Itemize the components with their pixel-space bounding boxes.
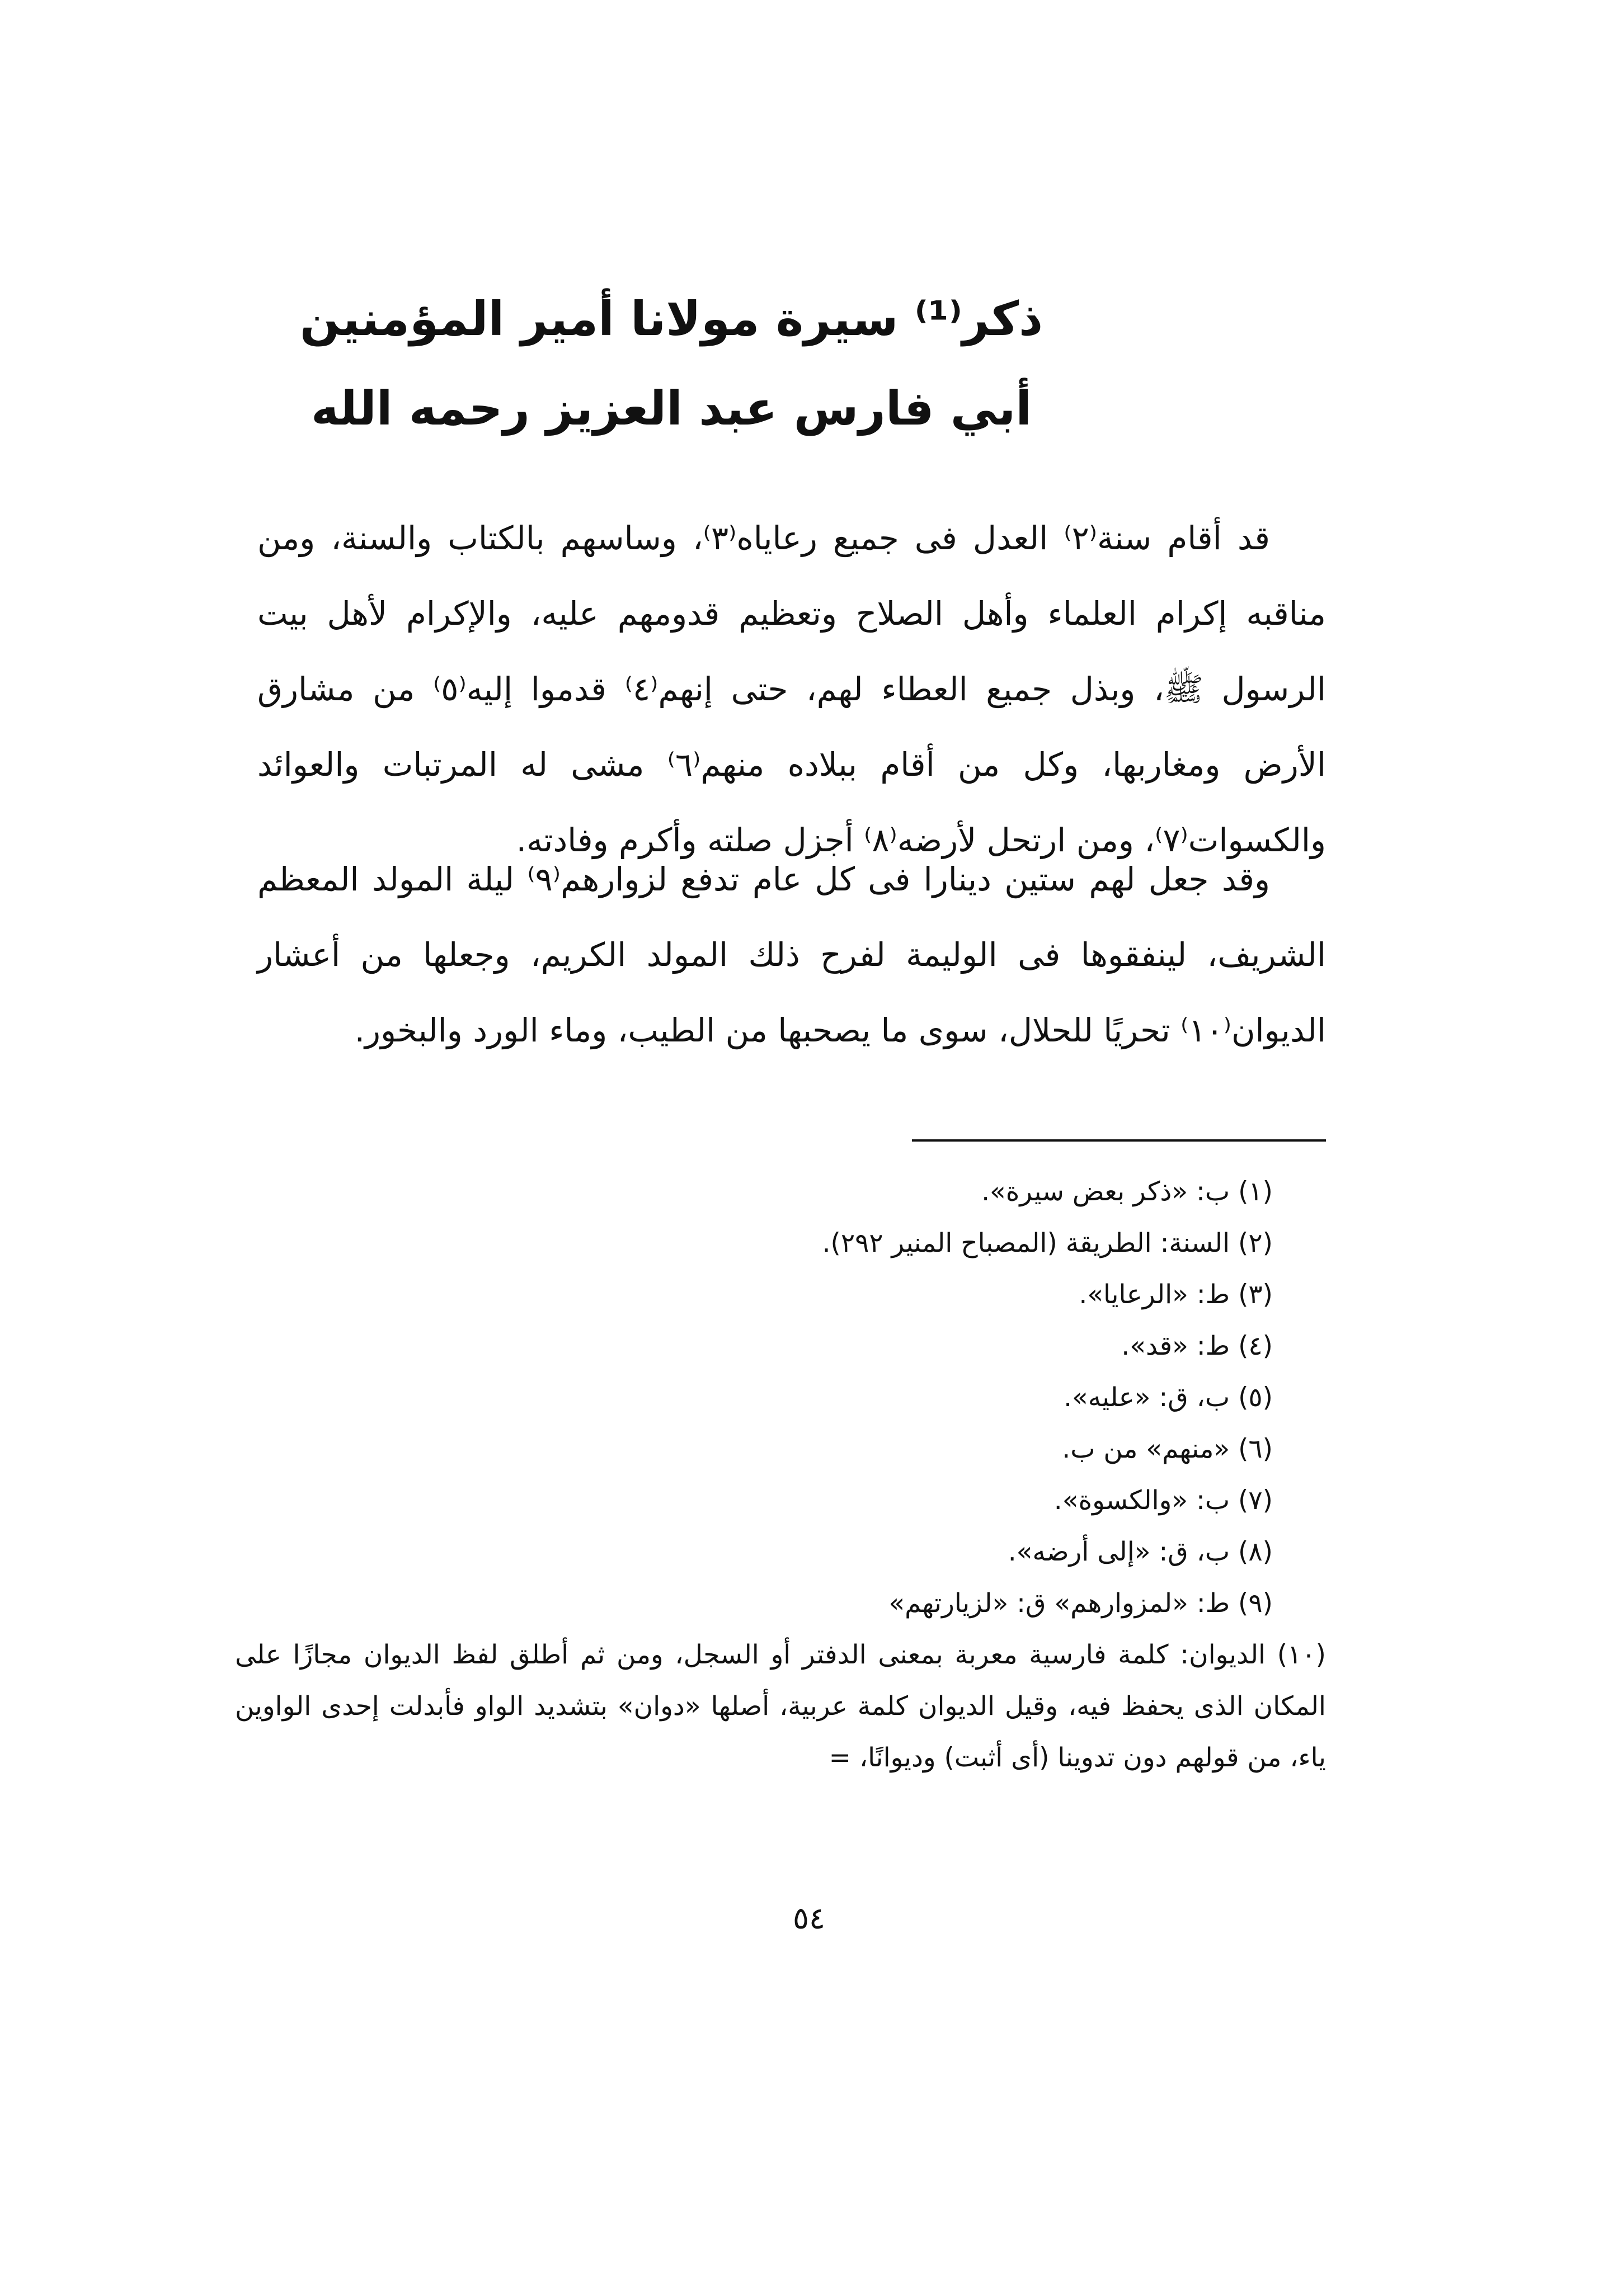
footnote-4: (٤) ط: «قد».: [1121, 1331, 1273, 1361]
body-paragraph-1: [257, 501, 1326, 878]
chapter-title-line-2: أبي فارس عبد العزيز رحمه الله: [311, 381, 1032, 436]
footnote-6: (٦) «منهم» من ب.: [1062, 1434, 1273, 1464]
footnote-1: (١) ب: «ذكر بعض سيرة».: [981, 1176, 1273, 1207]
footnote-7: (٧) ب: «والكسوة».: [1053, 1485, 1273, 1516]
footnote-3: (٣) ط: «الرعايا».: [1079, 1279, 1273, 1310]
footnote-9: (٩) ط: «لمزوارهم» ق: «لزيارتهم»: [888, 1588, 1273, 1619]
footnote-8: (٨) ب، ق: «إلى أرضه».: [1008, 1536, 1273, 1567]
page-number: ٥٤: [792, 1901, 825, 1936]
body-paragraph-1-text: قد أقام سنة⁽٢⁾ العدل فى جميع رعاياه⁽٣⁾، وساسهم بالكتاب والسنة، ومن مناقبه إكرام العلماء وأهل الصلاح وتعظيم قدومهم عليه، والإكرام لأهل بيت الرسول ﷺ، وبذل جميع العطاء لهم، حتى إنهم⁽٤⁾ قدموا إليه⁽٥⁾ من مشارق الأرض ومغاربها، وكل من أقام ببلاده منهم⁽٦⁾ مشى له المرتبات والعوائد والكسوات⁽٧⁾، ومن ارتحل لأرضه⁽٨⁾ أجزل صلته وأكرم وفادته.: [257, 519, 1327, 859]
footnote-separator-rule: [912, 1139, 1326, 1142]
body-paragraph-2-text: وقد جعل لهم ستين دينارا فى كل عام تدفع لزوارهم⁽٩⁾ ليلة المولد المعظم الشريف، لينفقوها فى الوليمة لفرح ذلك المولد الكريم، وجعلها من أعشار الديوان⁽١٠⁾ تحريًا للحلال، سوى ما يصحبها من الطيب، وماء الورد والبخور.: [257, 860, 1326, 1049]
footnotes-list: [235, 1166, 1326, 1784]
footnote-10: (١٠) الديوان: كلمة فارسية معربة بمعنى الدفتر أو السجل، ومن ثم أطلق لفظ الديوان مجازًا على المكان الذى يحفظ فيه، وقيل الديوان كلمة عربية، أصلها «دوان» بتشديد الواو فأبدلت إحدى الواوين ياء، من قولهم دون تدوينا (أى أثبت) وديوانًا، =: [235, 1639, 1326, 1773]
chapter-title-line-1: ذكر⁽¹⁾ سيرة مولانا أمير المؤمنين: [299, 291, 1043, 346]
footnote-2: (٢) السنة: الطريقة (المصباح المنير ٢٩٢).: [822, 1228, 1273, 1258]
footnote-5: (٥) ب، ق: «عليه».: [1064, 1382, 1273, 1413]
body-paragraph-2: [257, 842, 1326, 1068]
